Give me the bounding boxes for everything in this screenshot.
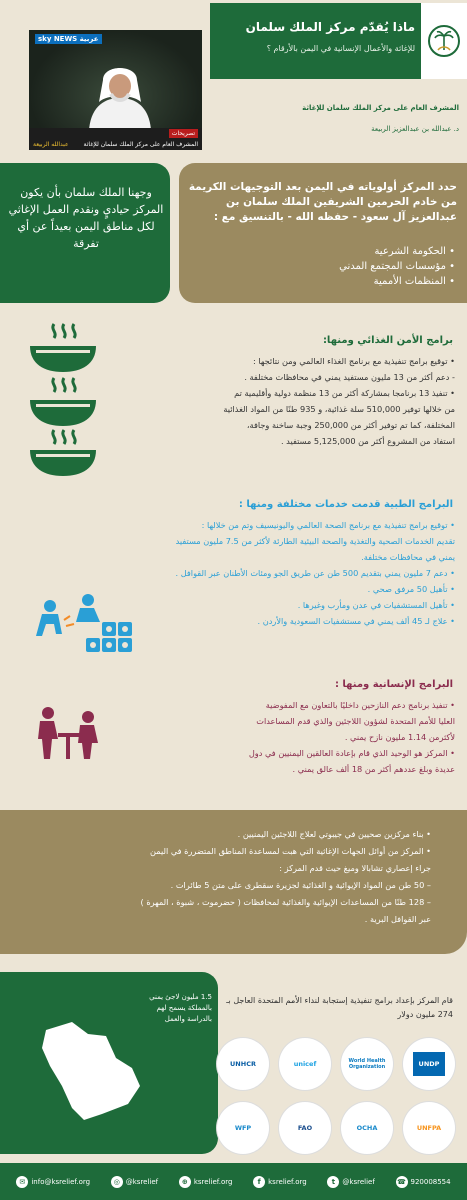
list-item: من خلالها توفير 510,000 سلة غذائية، و 935 طنًا من المواد الغذائية [223, 404, 455, 414]
un-appeal-text: قام المركز بإعداد برامج تنفيذية إستجابة لنداء الأمم المتحدة العاجل بـ 274 مليون دولار [226, 996, 453, 1019]
ocha-logo: OCHA [341, 1102, 393, 1154]
palm-logo-icon [427, 24, 461, 58]
list-item: لأكثرمن 1.14 مليون نازح يمني . [344, 732, 455, 742]
video-speaker-name: عبدالله الربيعة [33, 141, 69, 148]
supervisor-role: المشرف العام على مركز الملك سلمان للإغاثة [302, 104, 459, 112]
list-item: يمني في محافظات مختلفة. [361, 552, 455, 562]
list-item: • توقيع برامج تنفيذية مع برنامج الصحة العالمي واليونيسيف وتم من خلالها : [201, 520, 455, 530]
globe-icon: ⊕ [179, 1176, 191, 1188]
list-item: • مؤسسات المجتمع المدني [195, 259, 455, 274]
list-item: العليا للأمم المتحدة لشؤون اللاجئين والذي قدم المساعدات [256, 716, 455, 726]
list-item: عديدة وبلغ عددهم أكثر من 18 ألف عالق يمني . [292, 764, 455, 774]
list-item: • توقيع برامج تنفيذية مع برنامج الغذاء العالمي ومن نتائجها : [253, 356, 455, 366]
medical-section-title: البرامج الطبية قدمت خدمات مختلفة ومنها : [238, 499, 453, 510]
humanitarian-section-list [35, 697, 455, 777]
video-still [29, 30, 202, 150]
list-item: تقديم الخدمات الصحية والتغذية والصحة البيئية الطارئة لأكثر من 7.5 مليون مستفيد [175, 536, 455, 546]
list-item: • المنظمات الأممية [195, 274, 455, 289]
unicef-logo: unicef [279, 1038, 331, 1090]
fao-logo: FAO [279, 1102, 331, 1154]
speaker-image [81, 58, 159, 130]
who-logo: World Health Organization [341, 1038, 393, 1090]
twitter-icon: t [327, 1176, 339, 1188]
footer [0, 1163, 467, 1200]
list-item: – 50 طن من المواد الإيوائية و الغذائية لجزيرة سقطرى على متن 5 طائرات . [170, 880, 431, 890]
page-title: ماذا يُقدّم مركز الملك سلمان [245, 20, 415, 34]
list-item: • دعم 7 مليون يمني بتقديم 500 طن عن طريق الجو ومئات الأطنان عبر القوافل . [175, 568, 455, 578]
footer-instagram[interactable]: ◎ @ksrelief [111, 1176, 158, 1188]
footer-twitter[interactable]: t @ksrelief [327, 1176, 374, 1188]
mail-icon: ✉ [16, 1176, 28, 1188]
list-item: – 128 طنًا من المساعدات الإيوائية والغذائية لمحافظات ( حضرموت ، شبوة ، المهرة ) [140, 897, 431, 907]
instagram-icon: ◎ [111, 1176, 123, 1188]
unhcr-logo: UNHCR [217, 1038, 269, 1090]
footer-website[interactable]: ⊕ ksrelief.org [179, 1176, 233, 1188]
list-item: استفاد من المشروع أكثر من 5,125,000 مستفيد . [280, 436, 455, 446]
phone-icon: ☎ [397, 1177, 406, 1186]
list-item: عبر القوافل البرية . [364, 914, 431, 924]
list-item: • بناء مركزين صحيين في جيبوتي لعلاج اللاجئين اليمنيين . [237, 829, 431, 839]
list-item: جراء إعصاري تشابالا وميغ حيث قدم المركز : [279, 863, 431, 873]
footer-phone[interactable]: ☎ 920008554 [397, 1177, 451, 1186]
list-item: • علاج لـ 45 ألف يمني في مستشفيات السعودية والأردن . [257, 616, 455, 626]
wfp-logo: WFP [217, 1102, 269, 1154]
priorities-headline: حدد المركز أولوياته في اليمن بعد التوجيهات الكريمة من خادم الحرمين الشريفين الملك سلمان بن عبدالعزيز آل سعود - حفظه الله - بالتنسيق مع : [188, 181, 457, 223]
footer-facebook[interactable]: f ksrelief.org [253, 1176, 307, 1188]
list-item: • تأهيل المستشفيات في عدن ومأرب وغيرها . [297, 600, 455, 610]
list-item: • المركز هو الوحيد الذي قام بإعادة العالقين اليمنيين في دول [248, 748, 455, 758]
list-item: • تنفيذ 13 برنامجا بمشاركة أكثر من 13 منظمة دولية وأقليمية تم [234, 388, 455, 398]
food-section-list [85, 353, 455, 449]
food-section-title: برامج الأمن الغذائي ومنها: [322, 335, 453, 346]
relief-band-list [31, 826, 431, 928]
saudi-map-icon [28, 1008, 148, 1128]
supervisor-name: د. عبدالله بن عبدالعزيز الربيعة [371, 125, 459, 133]
footer-email[interactable]: ✉ info@ksrelief.org [16, 1176, 90, 1188]
video-caption-tag: تصريحات [169, 129, 198, 138]
unfpa-logo: UNFPA [403, 1102, 455, 1154]
un-partner-logos [217, 1038, 455, 1154]
list-item: • المركز من أوائل الجهات الإغاثية التي هبت لمساعدة المناطق المتضررة في اليمن [150, 846, 431, 856]
facebook-icon: f [253, 1176, 265, 1188]
video-caption-text: المشرف العام على مركز الملك سلمان للإغاثة [83, 141, 198, 148]
list-item: • تنفيذ برنامج دعم النازحين داخليًا بالتعاون مع المفوضية [265, 700, 455, 710]
quote-text: وجهنا الملك سلمان بأن يكون المركز حياديٍ ونقدم العمل الإغاثي لكل مناطق اليمن بعيداً عن أي تفرقة [8, 186, 164, 250]
humanitarian-section-title: البرامج الإنسانية ومنها : [334, 679, 453, 690]
channel-logo: sky NEWS عربية [35, 34, 102, 44]
list-item: المختلفة، كما تم توفير أكثر من 250,000 وجبة ساخنة وجافة، [246, 420, 455, 430]
undp-logo: UNDP [403, 1038, 455, 1090]
ksrelief-logo [421, 3, 467, 79]
list-item: • تأهيل 50 مرفق صحي . [367, 584, 455, 594]
list-item: • الحكومة الشرعية [195, 244, 455, 259]
refugees-stat: 1.5 مليون لاجئ يمني بالمملكة يسمح لهم بالدراسة والعمل [149, 993, 212, 1023]
priorities-list [195, 244, 455, 289]
medical-aid-icon [36, 592, 146, 652]
list-item: - دعم أكثر من 13 مليون مستفيد يمني في محافظات مختلفة . [244, 372, 455, 382]
page-subtitle: للإغاثة والأعمال الإنسانية في اليمن بالأرقام ؟ [266, 44, 415, 53]
